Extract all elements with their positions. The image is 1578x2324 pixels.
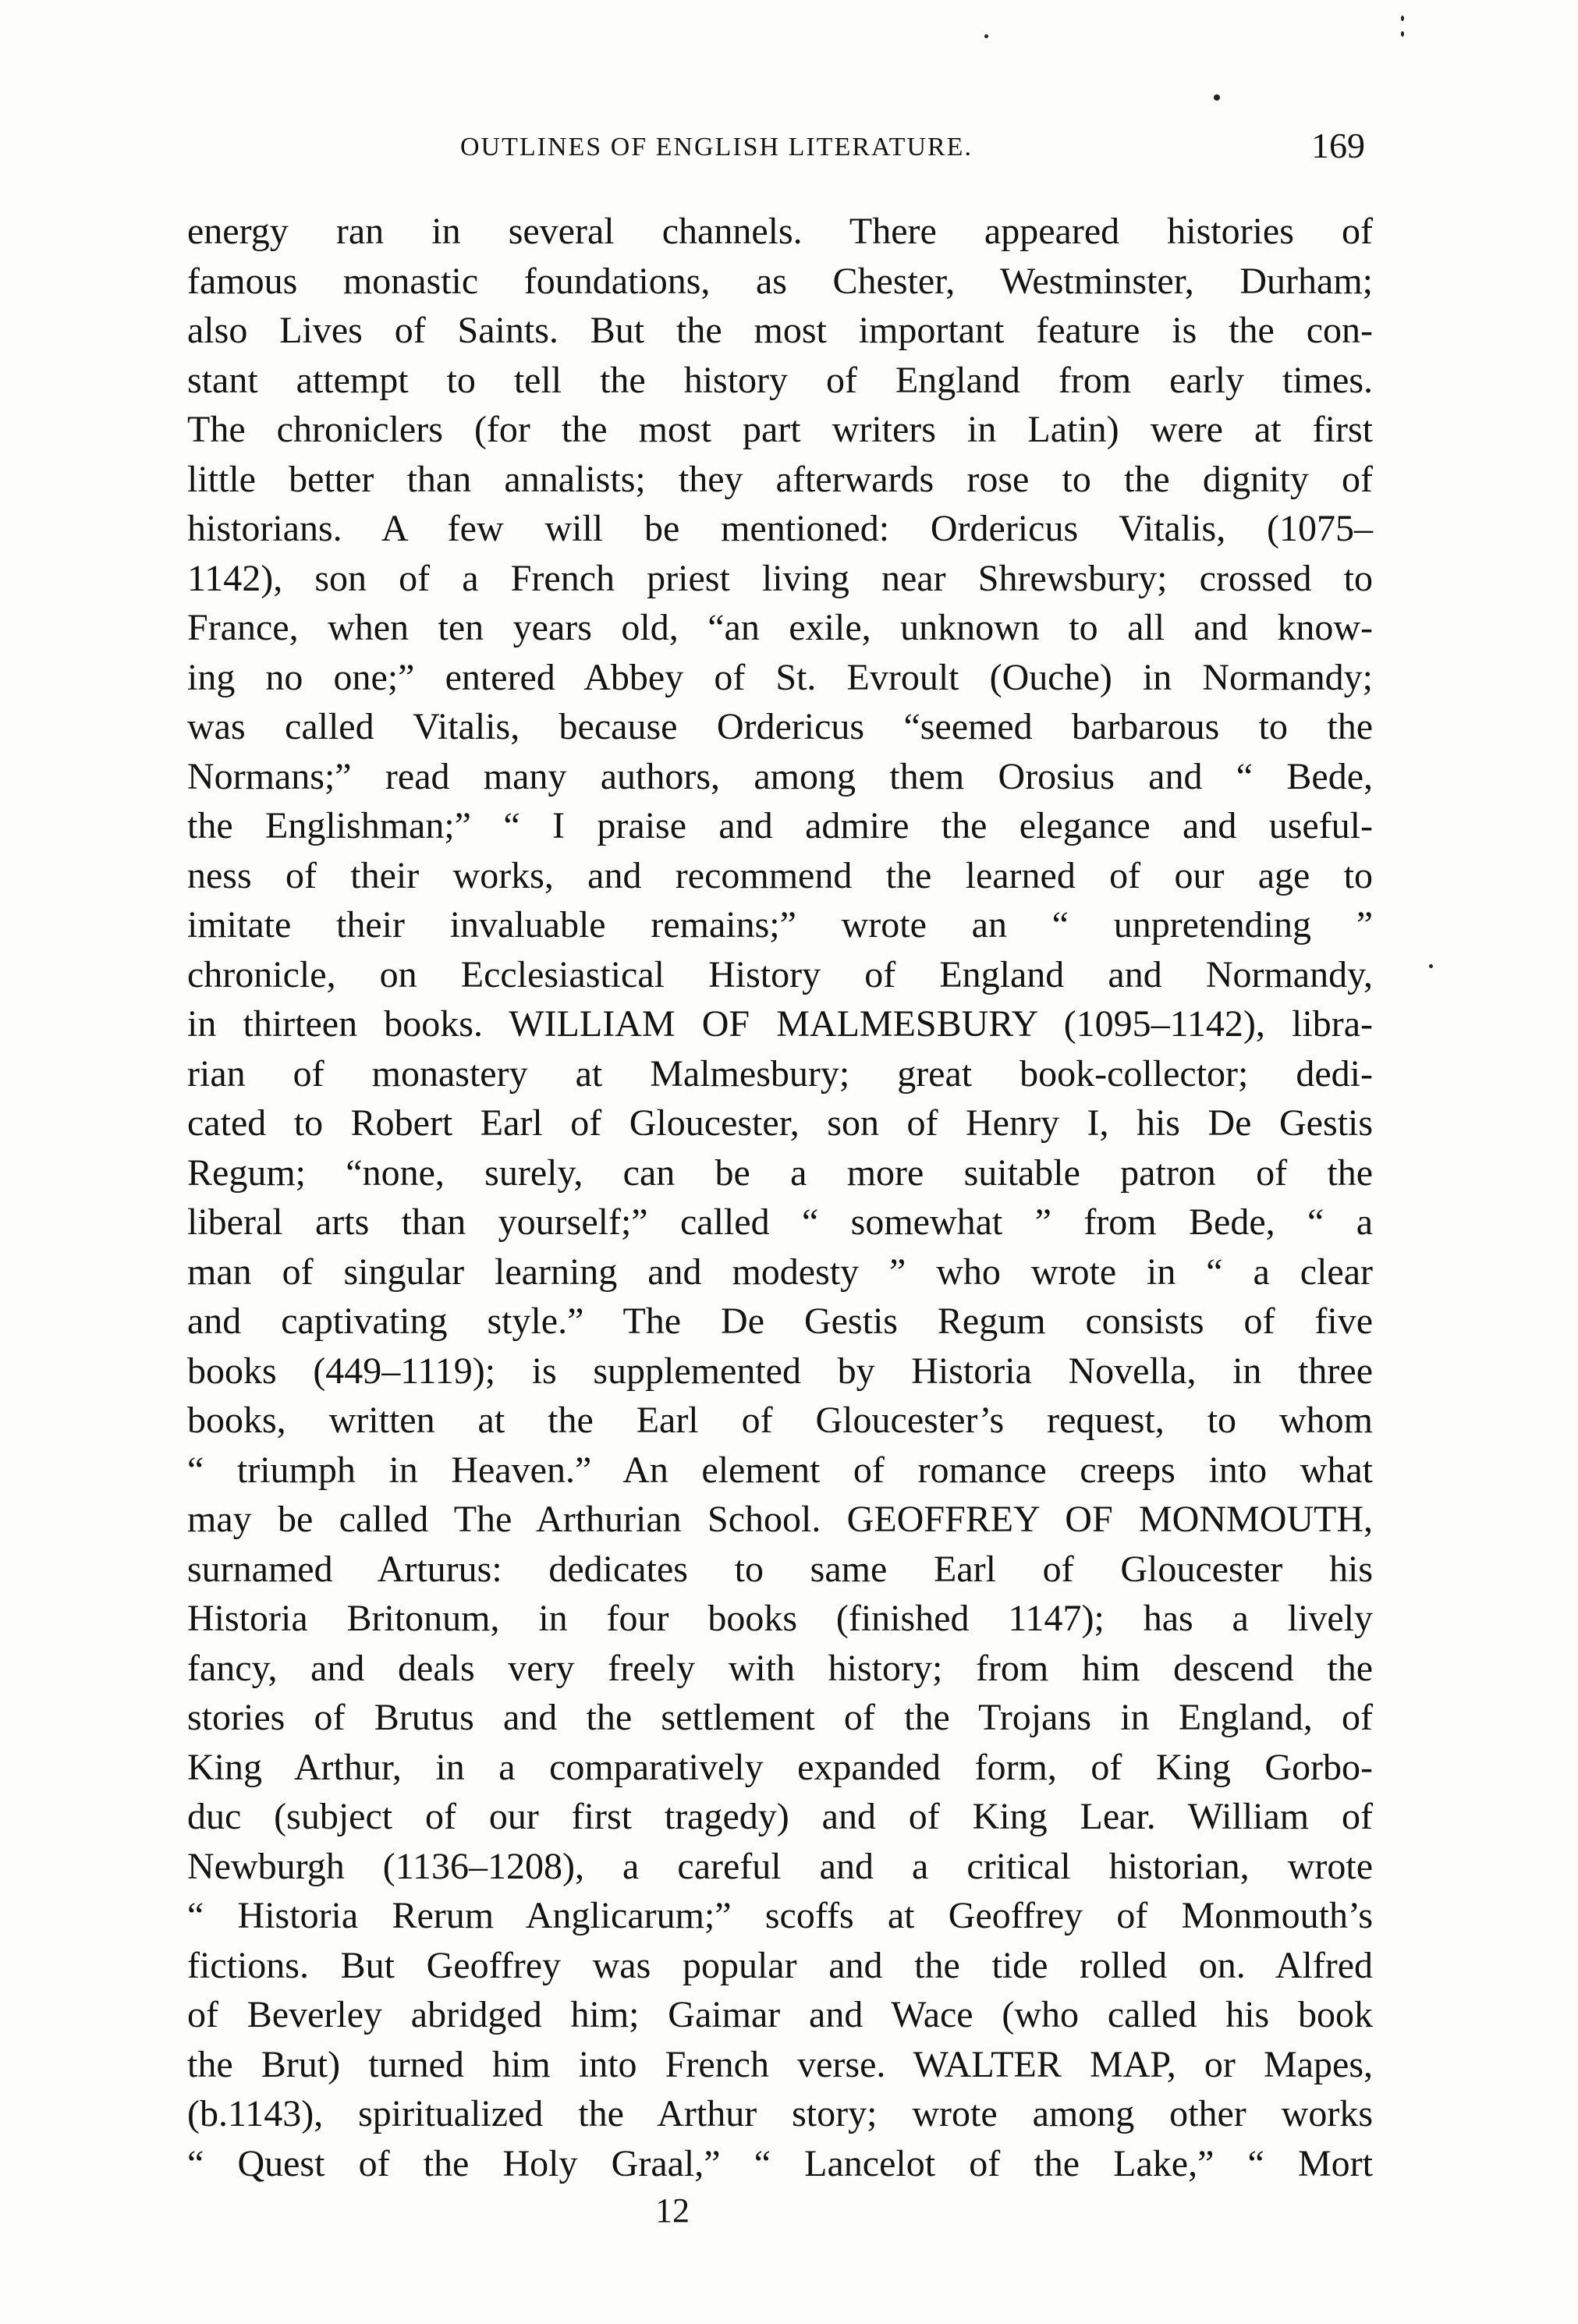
text-line: stories of Brutus and the settlement of the Trojans in England, of: [187, 1697, 1373, 1738]
signature-mark: 12: [655, 2191, 690, 2230]
text-line: ing no one;” entered Abbey of St. Evroult (Ouche) in Normandy;: [187, 656, 1373, 698]
text-line: “ Historia Rerum Anglicarum;” scoffs at Geoffrey of Monmouth’s: [187, 1895, 1373, 1936]
ink-speck: [1401, 31, 1404, 37]
text-line: imitate their invaluable remains;” wrote an “ unpretending ”: [187, 904, 1373, 946]
text-line: (b.1143), spiritualized the Arthur story; wrote among other works: [187, 2093, 1373, 2134]
text-line: 1142), son of a French priest living near Shrewsbury; crossed to: [187, 557, 1373, 599]
body-text: [187, 207, 1373, 2188]
text-line: Historia Britonum, in four books (finished 1147); has a lively: [187, 1598, 1373, 1639]
text-line: the Englishman;” “ I praise and admire the elegance and useful-: [187, 805, 1373, 846]
ink-speck: [1401, 16, 1404, 21]
text-line: surnamed Arturus: dedicates to same Earl of Gloucester his: [187, 1548, 1373, 1590]
text-line: famous monastic foundations, as Chester, Westminster, Durham;: [187, 260, 1373, 302]
text-line: of Beverley abridged him; Gaimar and Wace (who called his book: [187, 1994, 1373, 2035]
text-line: fancy, and deals very freely with history; from him descend the: [187, 1647, 1373, 1689]
running-header-title: OUTLINES OF ENGLISH LITERATURE.: [460, 133, 973, 161]
text-line: France, when ten years old, “an exile, unknown to all and know-: [187, 607, 1373, 648]
text-line: liberal arts than yourself;” called “ somewhat ” from Bede, “ a: [187, 1201, 1373, 1243]
page-number: 169: [1311, 126, 1365, 165]
text-line: King Arthur, in a comparatively expanded form, of King Gorbo-: [187, 1746, 1373, 1788]
ink-speck: [1429, 964, 1433, 968]
ink-speck: [1214, 94, 1220, 101]
text-line: chronicle, on Ecclesiastical History of England and Normandy,: [187, 953, 1373, 995]
text-line: also Lives of Saints. But the most important feature is the con-: [187, 310, 1373, 351]
running-header: [460, 125, 1365, 172]
text-line: Newburgh (1136–1208), a careful and a critical historian, wrote: [187, 1845, 1373, 1887]
text-line: ness of their works, and recommend the learned of our age to: [187, 854, 1373, 896]
text-line: energy ran in several channels. There appeared histories of: [187, 211, 1373, 252]
text-line: rian of monastery at Malmesbury; great book-collector; dedi-: [187, 1052, 1373, 1095]
text-line: was called Vitalis, because Ordericus “seemed barbarous to the: [187, 706, 1373, 747]
text-line: Normans;” read many authors, among them Orosius and “ Bede,: [187, 755, 1373, 797]
text-line: “ triumph in Heaven.” An element of romance creeps into what: [187, 1449, 1373, 1491]
text-line: books (449–1119); is supplemented by Historia Novella, in three: [187, 1350, 1373, 1392]
text-line: man of singular learning and modesty ” who wrote in “ a clear: [187, 1251, 1373, 1293]
text-line: the Brut) turned him into French verse. WALTER MAP, or Mapes,: [187, 2043, 1373, 2085]
text-line: may be called The Arthurian School. GEOFFREY OF MONMOUTH,: [187, 1499, 1373, 1540]
text-line: The chroniclers (for the most part writers in Latin) were at first: [187, 409, 1373, 450]
text-line: stant attempt to tell the history of England from early times.: [187, 359, 1373, 401]
ink-speck: [984, 34, 988, 38]
text-line: cated to Robert Earl of Gloucester, son of Henry I, his De Gestis: [187, 1102, 1373, 1144]
text-line: fictions. But Geoffrey was popular and the tide rolled on. Alfred: [187, 1944, 1373, 1986]
text-line: in thirteen books. WILLIAM OF MALMESBURY (1095–1142), libra-: [187, 1003, 1373, 1045]
text-line: and captivating style.” The De Gestis Regum consists of five: [187, 1300, 1373, 1342]
text-line: little better than annalists; they afterwards rose to the dignity of: [187, 458, 1373, 500]
text-line: “ Quest of the Holy Graal,” “ Lancelot of the Lake,” “ Mort: [187, 2142, 1373, 2184]
text-line: historians. A few will be mentioned: Ordericus Vitalis, (1075–: [187, 508, 1373, 549]
text-line: books, written at the Earl of Gloucester’s request, to whom: [187, 1400, 1373, 1441]
text-line: Regum; “none, surely, can be a more suitable patron of the: [187, 1151, 1373, 1194]
text-line: duc (subject of our first tragedy) and of King Lear. William of: [187, 1796, 1373, 1837]
